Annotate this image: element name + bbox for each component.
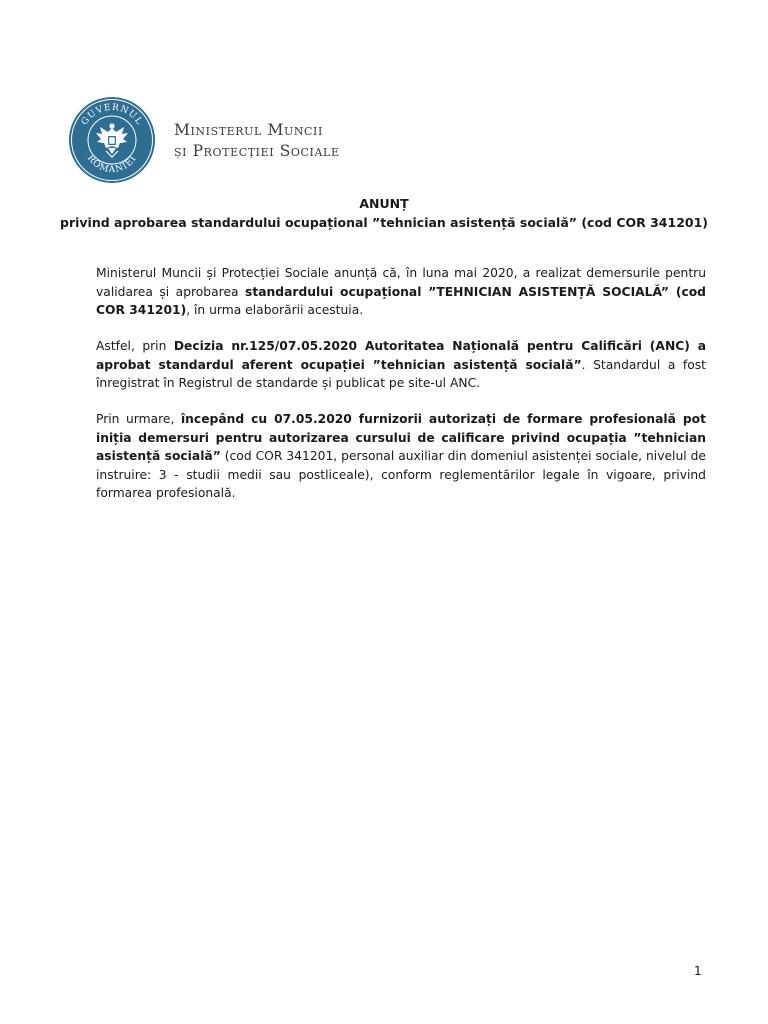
paragraph-3-text-b: (cod COR 341201, personal auxiliar din domeniul asistenței sociale, nivelul de instruire: 3 - studii medii sau postliceale), conform reglementărilor legale în vigoare, privind formarea profesională. <box>96 449 706 500</box>
paragraph-2-text-b: . Standardul a fost înregistrat în Registrul de standarde și publicat pe site-ul ANC. <box>96 357 706 390</box>
announcement-subtitle: privind aprobarea standardului ocupațional ”tehnician asistență socială” (cod COR 341201) <box>60 215 709 230</box>
paragraph-1-bold: standardului ocupațional ”TEHNICIAN ASISTENȚĂ SOCIALĂ” (cod COR 341201) <box>96 284 706 317</box>
announcement-title: ANUNȚ <box>359 196 409 211</box>
svg-text:GUVERNUL: GUVERNUL <box>79 102 145 128</box>
paragraph-2 <box>96 337 706 393</box>
ministry-name-line-2: și Protecției Sociale <box>174 142 340 160</box>
paragraph-3-text-a: Prin urmare, <box>96 412 181 426</box>
page-number: 1 <box>694 964 702 978</box>
paragraph-3-bold: începând cu 07.05.2020 furnizorii autorizați de formare profesională pot iniția demersuri pentru autorizarea cursului de calificare privind ocupația ”tehnician asistență socială” <box>96 412 706 463</box>
paragraph-2-bold: Decizia nr.125/07.05.2020 Autoritatea Națională pentru Calificări (ANC) a aprobat standardul aferent ocupației ”tehnician asistență socială” <box>96 339 707 372</box>
paragraph-1-text-a: Ministerul Muncii și Protecției Sociale anunță că, în luna mai 2020, a realizat demersurile pentru validarea și aprobarea <box>96 266 706 299</box>
announcement-heading <box>60 196 708 231</box>
paragraph-1 <box>96 264 706 320</box>
ministry-name-line-1: Ministerul Muncii <box>174 121 323 139</box>
paragraph-1-text-b: , în urma elaborării acestuia. <box>186 303 364 317</box>
government-seal-logo <box>68 96 156 184</box>
ministry-name <box>174 120 340 162</box>
svg-text:ROMÂNIEI: ROMÂNIEI <box>84 153 140 176</box>
paragraph-2-text-a: Astfel, prin <box>96 339 174 353</box>
paragraph-3 <box>96 410 706 503</box>
